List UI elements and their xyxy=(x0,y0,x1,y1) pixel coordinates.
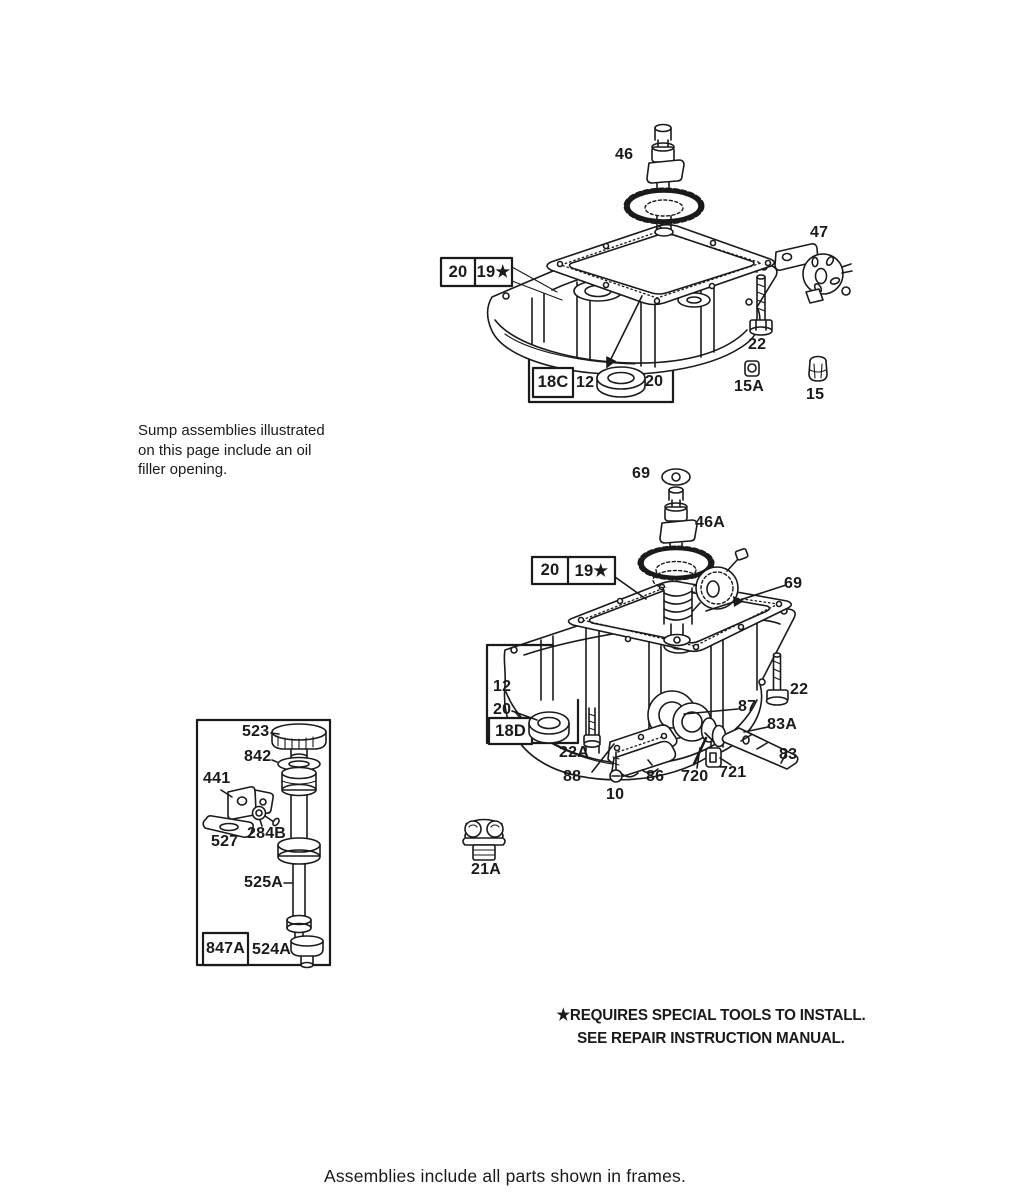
camshaft-46-drawing xyxy=(647,125,684,199)
part-label-83: 83 xyxy=(779,746,798,763)
part-label-721: 721 xyxy=(719,764,747,781)
frames-caption: Assemblies include all parts shown in frames. xyxy=(323,1166,687,1186)
oil-seal-18d-drawing xyxy=(529,712,569,743)
sump-note-line3: filler opening. xyxy=(138,461,228,478)
part-label-22a: 22A xyxy=(559,744,589,761)
footnote-line2: SEE REPAIR INSTRUCTION MANUAL. xyxy=(577,1030,845,1047)
part-label-15a: 15A xyxy=(734,378,764,395)
part-label-524a: 524A xyxy=(252,941,292,958)
part-label-46a: 46A xyxy=(695,514,725,531)
part-label-284b: 284B xyxy=(247,825,287,842)
frame-cell-847a: 847A xyxy=(205,940,246,957)
sump-note xyxy=(138,421,325,480)
part-label-88: 88 xyxy=(563,768,582,785)
part-label-47: 47 xyxy=(810,224,829,241)
nut-15a-drawing xyxy=(745,361,759,376)
part-label-441: 441 xyxy=(203,770,231,787)
part-label-10: 10 xyxy=(606,786,625,803)
callout-cell-20-top: 20 xyxy=(448,262,468,281)
sump-note-line2: on this page include an oil xyxy=(138,441,312,459)
tube-collar-drawing xyxy=(282,768,316,796)
footnote-line1: ★REQUIRES SPECIAL TOOLS TO INSTALL. xyxy=(556,1007,866,1024)
part-label-20-top: 20 xyxy=(645,373,664,390)
part-label-12-top: 12 xyxy=(576,374,595,391)
cam-gear-drawing xyxy=(626,190,702,236)
governor-bracket-47-drawing xyxy=(775,244,852,303)
callout-cell-20-mid: 20 xyxy=(540,561,560,579)
sump-note-line1: Sump assemblies illustrated xyxy=(138,422,325,439)
part-label-12-mid: 12 xyxy=(493,678,512,695)
part-label-87: 87 xyxy=(738,698,757,715)
part-label-15: 15 xyxy=(806,386,825,403)
washer-69-drawing xyxy=(662,469,690,485)
callout-cell-19-top: 19★ xyxy=(476,263,511,281)
part-label-22: 22 xyxy=(748,336,767,353)
part-label-46: 46 xyxy=(615,146,634,163)
part-label-22-mid: 22 xyxy=(790,681,809,698)
plug-524a-drawing xyxy=(291,936,323,968)
part-label-69-washer: 69 xyxy=(632,465,651,482)
part-label-20-mid: 20 xyxy=(493,701,512,718)
part-label-525a: 525A xyxy=(244,874,284,891)
part-label-21a: 21A xyxy=(471,861,501,878)
oil-seal-12-drawing xyxy=(597,367,645,397)
special-tools-footnote xyxy=(554,1004,868,1050)
oil-plug-15-drawing xyxy=(809,357,827,382)
cap-523-drawing xyxy=(272,724,326,760)
mid-sump-assembly-drawing xyxy=(487,469,798,782)
part-label-523: 523 xyxy=(242,723,270,740)
part-label-83a: 83A xyxy=(767,716,797,733)
part-label-720: 720 xyxy=(681,768,709,785)
tube-525a-drawing xyxy=(278,795,320,938)
clamp-21a-drawing xyxy=(463,820,505,861)
part-label-842: 842 xyxy=(244,748,272,765)
oil-slinger-worm-drawing xyxy=(664,586,692,646)
callout-cell-19-mid: 19★ xyxy=(574,561,609,580)
frame-cell-18d: 18D xyxy=(495,721,526,740)
bracket-441-drawing xyxy=(228,787,273,819)
frame-cell-18c: 18C xyxy=(537,373,569,391)
part-label-86: 86 xyxy=(646,768,665,785)
part-label-527: 527 xyxy=(211,833,239,850)
part-label-69-gasket: 69 xyxy=(784,575,803,592)
